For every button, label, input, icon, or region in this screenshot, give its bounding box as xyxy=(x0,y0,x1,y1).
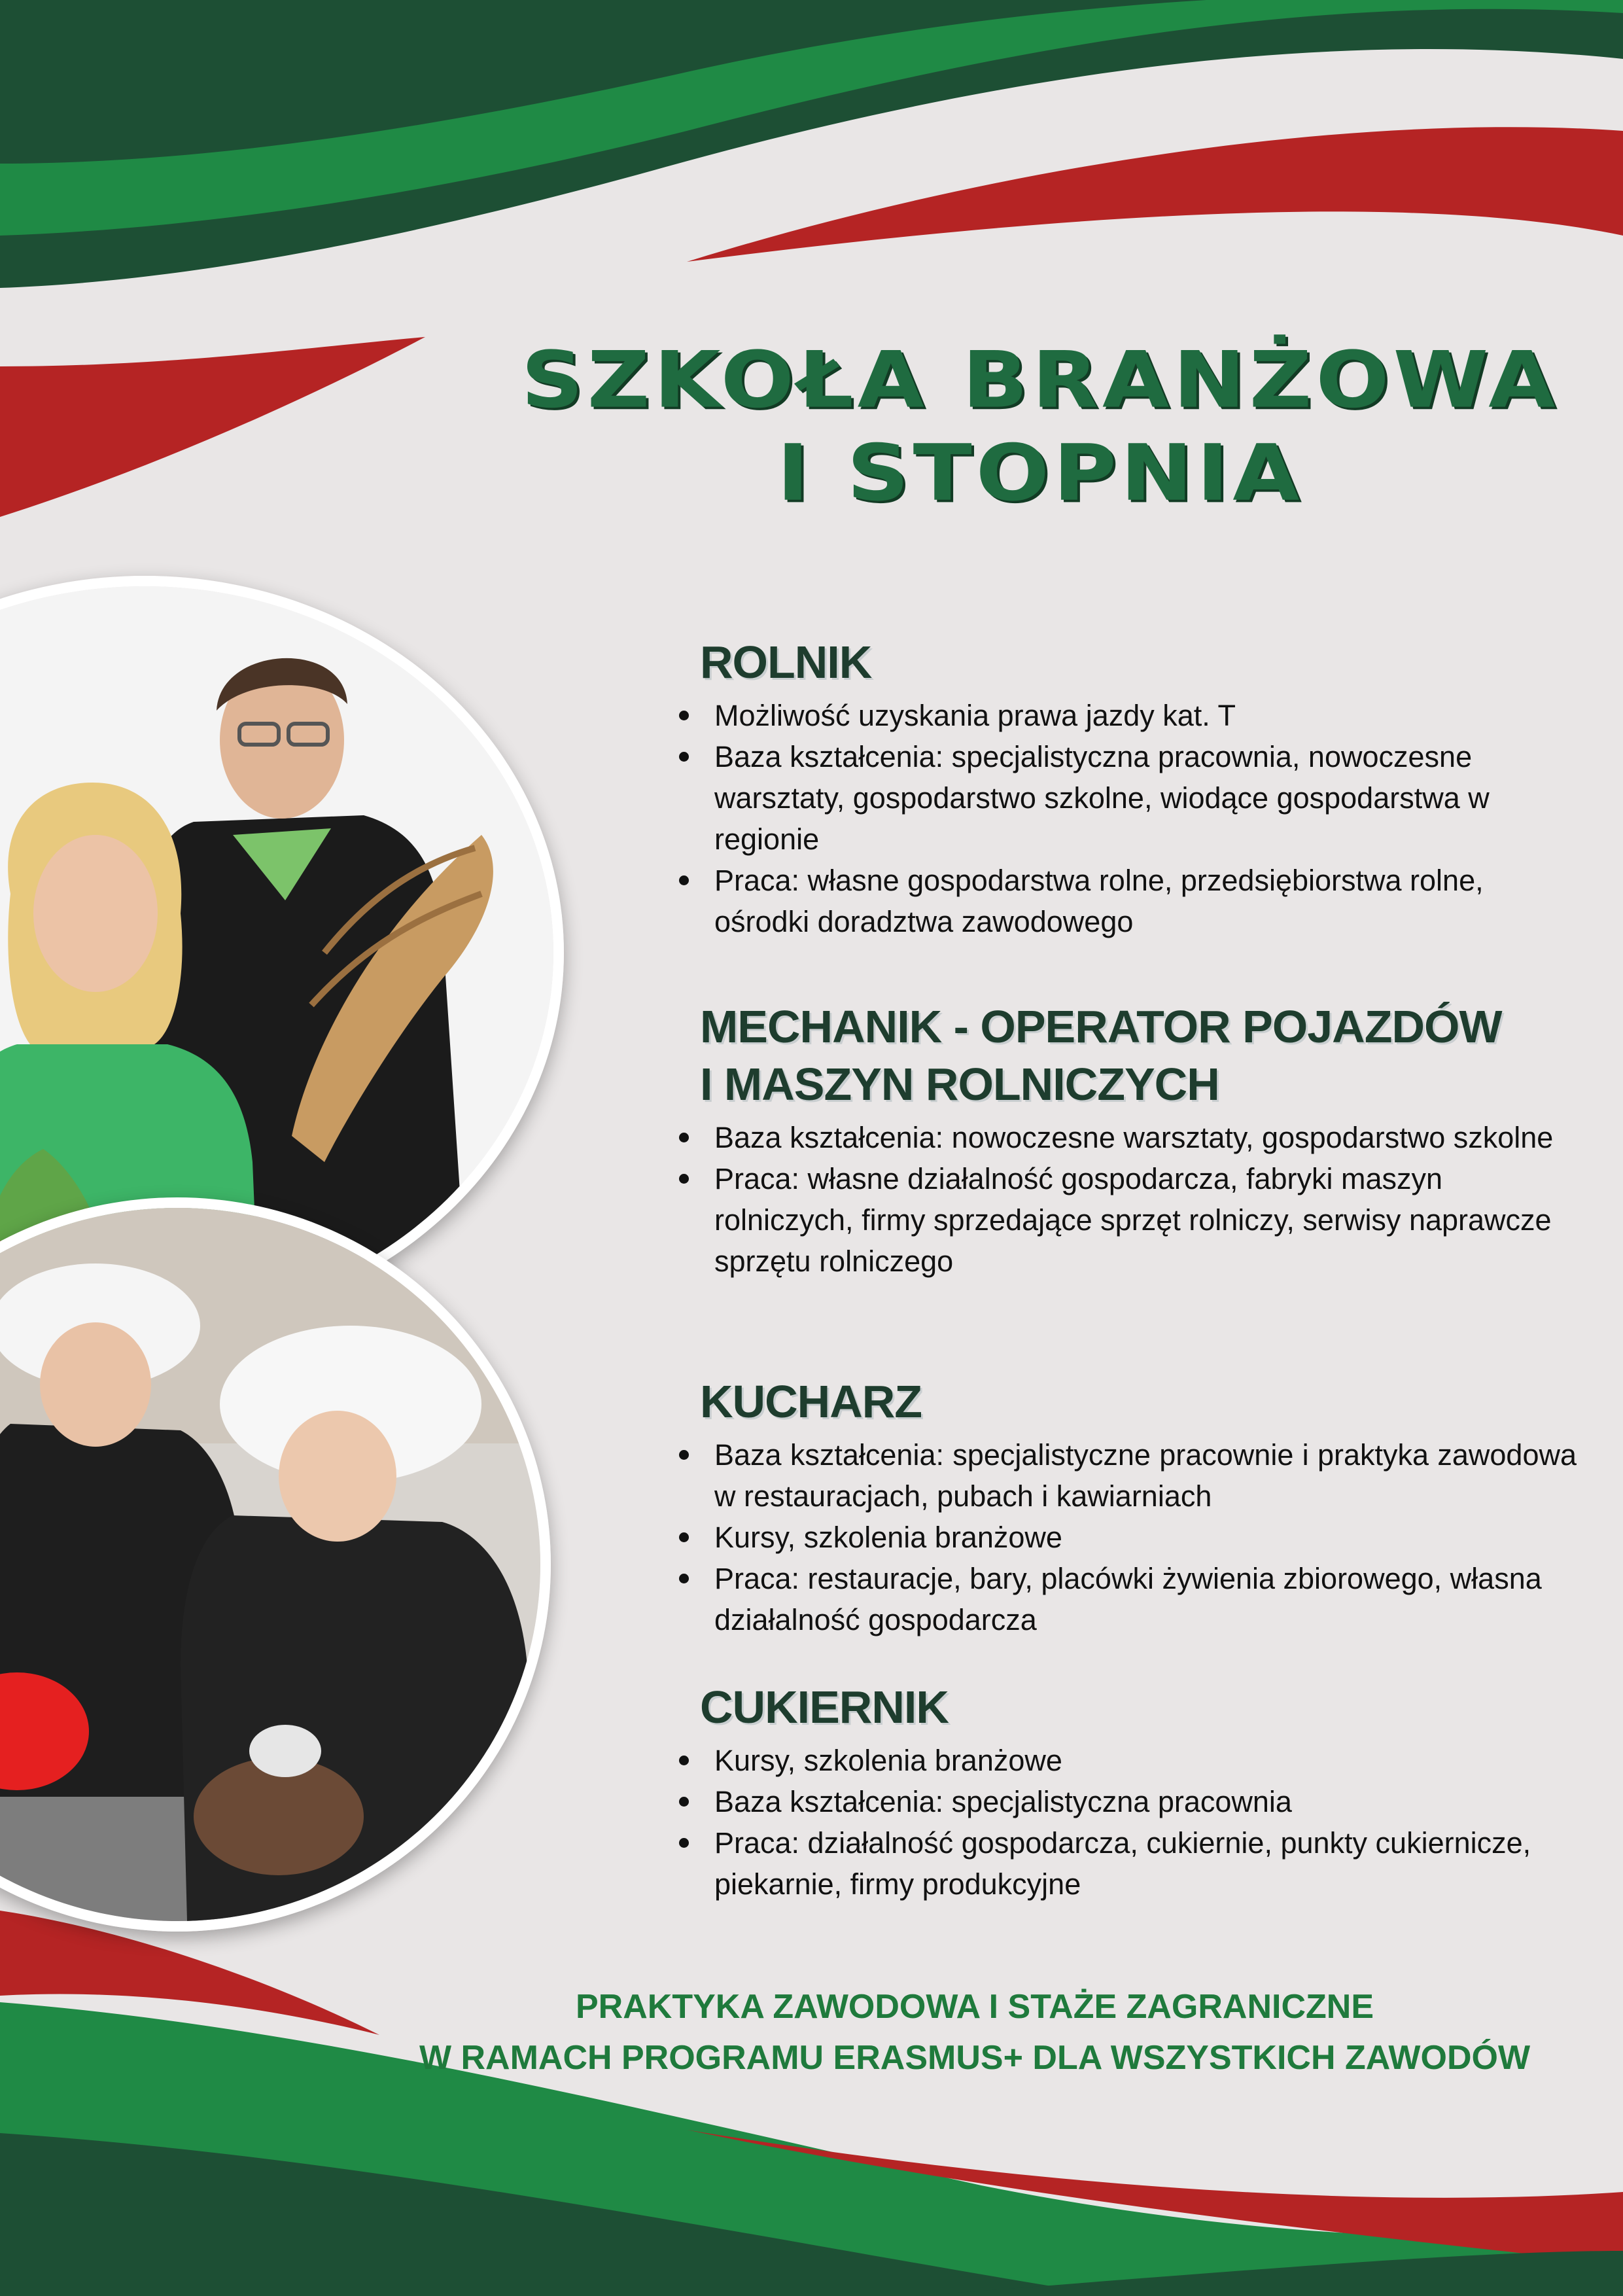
list-item: Baza kształcenia: nowoczesne warsztaty, gospodarstwo szkolne xyxy=(674,1117,1577,1158)
list-item: Baza kształcenia: specjalistyczna pracownia xyxy=(674,1781,1577,1822)
bullet-list xyxy=(674,1740,1577,1905)
list-item: Baza kształcenia: specjalistyczna pracownia, nowoczesne warsztaty, gospodarstwo szkolne, wiodące gospodarstwa w regionie xyxy=(674,736,1577,860)
section-cukiernik xyxy=(674,1678,1577,1905)
section-rolnik xyxy=(674,633,1577,942)
bullet-list xyxy=(674,1117,1577,1282)
list-item: Praca: restauracje, bary, placówki żywienia zbiorowego, własna działalność gospodarcza xyxy=(674,1558,1577,1640)
page-title xyxy=(458,334,1622,520)
list-item: Kursy, szkolenia branżowe xyxy=(674,1517,1577,1558)
bullet-list xyxy=(674,695,1577,942)
erasmus-footer xyxy=(366,1981,1583,2083)
section-heading: ROLNIK xyxy=(700,637,872,688)
list-item: Praca: własne gospodarstwa rolne, przedsiębiorstwa rolne, ośrodki doradztwa zawodowego xyxy=(674,860,1577,942)
list-item: Możliwość uzyskania prawa jazdy kat. T xyxy=(674,695,1577,736)
bullet-list xyxy=(674,1434,1577,1640)
section-heading xyxy=(700,998,1577,1113)
footer-line-2: W RAMACH PROGRAMU ERASMUS+ DLA WSZYSTKICH ZAWODÓW xyxy=(419,2039,1531,2077)
section-mechanik xyxy=(674,998,1577,1282)
title-line-1: SZKOŁA BRANŻOWA xyxy=(521,334,1560,426)
section-kucharz xyxy=(674,1373,1577,1640)
list-item: Praca: własne działalność gospodarcza, fabryki maszyn rolniczych, firmy sprzedające sprzęt rolniczy, serwisy naprawcze sprzętu rolniczego xyxy=(674,1158,1577,1282)
section-heading-line-1: MECHANIK - OPERATOR POJAZDÓW xyxy=(700,1001,1502,1052)
section-heading: KUCHARZ xyxy=(700,1376,922,1427)
title-line-2: I STOPNIA xyxy=(777,428,1304,519)
list-item: Kursy, szkolenia branżowe xyxy=(674,1740,1577,1781)
list-item: Baza kształcenia: specjalistyczne pracownie i praktyka zawodowa w restauracjach, pubach i kawiarniach xyxy=(674,1434,1577,1517)
footer-line-1: PRAKTYKA ZAWODOWA I STAŻE ZAGRANICZNE xyxy=(575,1988,1374,2026)
section-heading-line-2: I MASZYN ROLNICZYCH xyxy=(700,1059,1219,1110)
section-heading: CUKIERNIK xyxy=(700,1682,949,1733)
list-item: Praca: działalność gospodarcza, cukiernie, punkty cukiernicze, piekarnie, firmy produkcyjne xyxy=(674,1822,1577,1905)
